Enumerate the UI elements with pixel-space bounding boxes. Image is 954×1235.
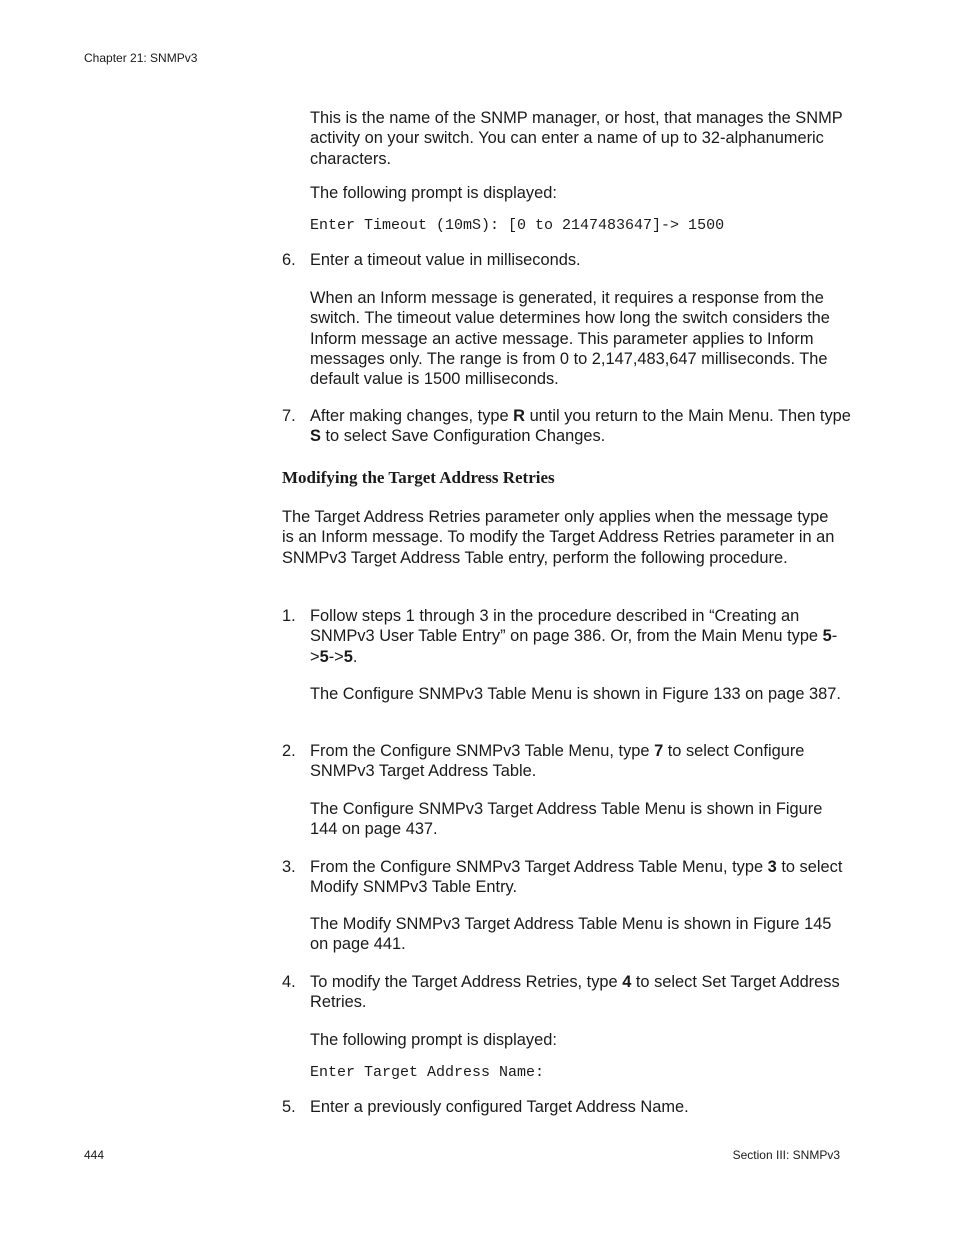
step-2-detail: The Configure SNMPv3 Target Address Table Menu is shown in Figure 144 on page 437. bbox=[310, 800, 823, 839]
section-intro: The Target Address Retries parameter only applies when the message type is an Inform message. To modify the Target Address Retries parameter in an SNMPv3 Target Address Table entry, perform the following procedure. bbox=[282, 508, 835, 567]
section-heading: Modifying the Target Address Retries bbox=[282, 468, 555, 487]
intro-paragraph: This is the name of the SNMP manager, or host, that manages the SNMP activity on your switch. You can enter a name of up to 32-alphanumeric characters. bbox=[310, 109, 843, 168]
running-footer: Section III: SNMPv3 bbox=[732, 1148, 840, 1162]
step-number: 5. bbox=[282, 1098, 296, 1116]
step-number: 3. bbox=[282, 858, 296, 876]
running-header: Chapter 21: SNMPv3 bbox=[84, 51, 198, 65]
timeout-detail: When an Inform message is generated, it requires a response from the switch. The timeout value determines how long the switch considers the Inform message an active message. This parameter applies to Inform messages only. The range is from 0 to 2,147,483,647 milliseconds. The default value is 1500 milliseconds. bbox=[310, 289, 830, 389]
procedure-step-4 bbox=[282, 972, 852, 1013]
step-3-detail: The Modify SNMPv3 Target Address Table Menu is shown in Figure 145 on page 441. bbox=[310, 915, 832, 954]
step-number: 1. bbox=[282, 607, 296, 625]
step-6 bbox=[282, 250, 852, 270]
step-text: Enter a previously configured Target Address Name. bbox=[310, 1098, 689, 1116]
step-text: Follow steps 1 through 3 in the procedure described in “Creating an SNMPv3 User Table Entry” on page 386. Or, from the Main Menu type 5->5->5. bbox=[310, 607, 838, 666]
page-number: 444 bbox=[84, 1148, 105, 1162]
step-text: From the Configure SNMPv3 Target Address Table Menu, type 3 to select Modify SNMPv3 Table Entry. bbox=[310, 858, 843, 897]
procedure-step-5 bbox=[282, 1097, 852, 1117]
step-4-detail: The following prompt is displayed: bbox=[310, 1031, 557, 1049]
step-7 bbox=[282, 406, 852, 447]
procedure-step-1 bbox=[282, 606, 852, 667]
step-number: 2. bbox=[282, 742, 296, 760]
step-text: Enter a timeout value in milliseconds. bbox=[310, 251, 581, 269]
step-1-detail: The Configure SNMPv3 Table Menu is shown in Figure 133 on page 387. bbox=[310, 685, 841, 703]
step-text: From the Configure SNMPv3 Table Menu, type 7 to select Configure SNMPv3 Target Address Table. bbox=[310, 742, 805, 781]
procedure-step-2 bbox=[282, 741, 852, 782]
code-timeout-prompt: Enter Timeout (10mS): [0 to 2147483647]-> 1500 bbox=[310, 217, 725, 234]
code-target-address-prompt: Enter Target Address Name: bbox=[310, 1064, 545, 1081]
step-number: 4. bbox=[282, 973, 296, 991]
prompt-intro: The following prompt is displayed: bbox=[310, 184, 557, 202]
procedure-step-3 bbox=[282, 857, 852, 898]
step-text: To modify the Target Address Retries, type 4 to select Set Target Address Retries. bbox=[310, 973, 840, 1012]
step-number: 6. bbox=[282, 251, 296, 269]
step-number: 7. bbox=[282, 407, 296, 425]
step-text: After making changes, type R until you return to the Main Menu. Then type S to select Save Configuration Changes. bbox=[310, 407, 851, 446]
